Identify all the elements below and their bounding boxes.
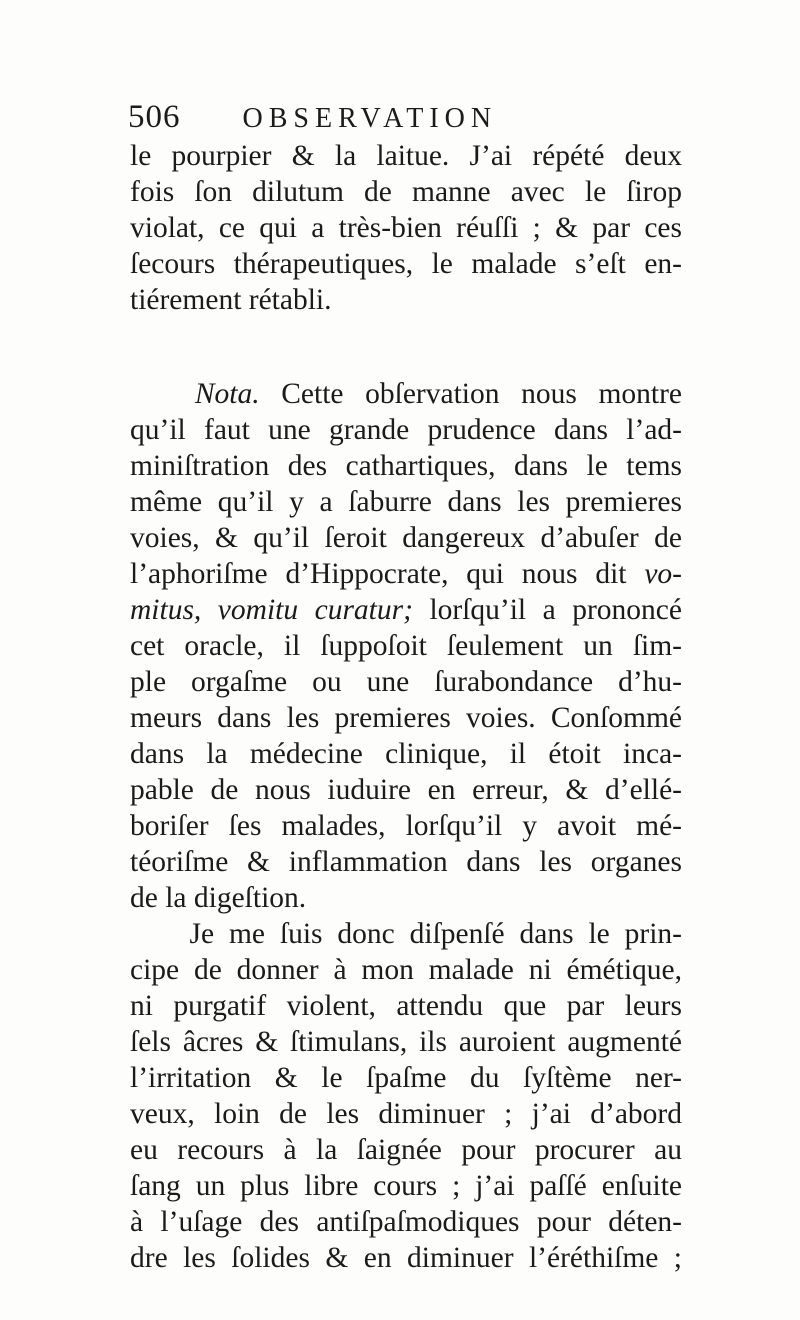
latin-quote: vo- [644, 558, 682, 590]
running-head: OBSERVATION [242, 103, 498, 134]
text-line: le pourpier & la laitue. J’ai répété deux [130, 140, 682, 172]
text-line: à l’uſage des antiſpaſmodiques pour déten- [130, 1206, 682, 1238]
text-line: dre les ſolides & en diminuer l’éréthiſme ; [130, 1242, 682, 1274]
text-line: voies, & qu’il ſeroit dangereux d’abuſer de [130, 522, 682, 554]
text-line: boriſer ſes malades, lorſqu’il y avoit mé- [130, 810, 682, 842]
text-line: ſecours thérapeutiques, le malade s’eſt en- [130, 248, 682, 280]
text-line: qu’il faut une grande prudence dans l’ad- [130, 414, 682, 446]
text-line [130, 592, 682, 628]
text-line: de la digeſtion. [130, 882, 307, 914]
text-line: violat, ce qui a très-bien réuſſi ; & par ces [130, 212, 682, 244]
text-line: Je me ſuis donc diſpenſé dans le prin- [130, 918, 682, 950]
text-line: fois ſon dilutum de manne avec le ſirop [130, 176, 682, 208]
text-line [130, 556, 682, 592]
paragraph-gap [130, 318, 682, 376]
text-line: dans la médecine clinique, il étoit inca- [130, 738, 682, 770]
text-line: ſels âcres & ſtimulans, ils auroient augmenté [130, 1026, 682, 1058]
page-number: 506 [128, 99, 181, 135]
text-line: tiérement rétabli. [130, 284, 332, 316]
text-span: lorſqu’il a prononcé [412, 594, 682, 626]
text-line: cet oracle, il ſuppoſoit ſeulement un ſim- [130, 630, 682, 662]
text-line: veux, loin de les diminuer ; j’ai d’abord [130, 1098, 682, 1130]
text-line: eu recours à la ſaignée pour procurer au [130, 1134, 682, 1166]
body-text [130, 138, 682, 1276]
text-line: pable de nous iuduire en erreur, & d’ellé- [130, 774, 682, 806]
text-line: ni purgatif violent, attendu que par leurs [130, 990, 682, 1022]
text-line: même qu’il y a ſaburre dans les premieres [130, 486, 682, 518]
text-line: ple orgaſme ou une ſurabondance d’hu- [130, 666, 682, 698]
text-line: cipe de donner à mon malade ni émétique, [130, 954, 682, 986]
nota-label: Nota. [194, 378, 260, 410]
page-header [128, 92, 688, 142]
text-line: ſang un plus libre cours ; j’ai paſſé enſuite [130, 1170, 682, 1202]
text-line: l’irritation & le ſpaſme du ſyſtème ner- [130, 1062, 682, 1094]
text-line: téoriſme & inflammation dans les organes [130, 846, 682, 878]
text-span: l’aphoriſme d’Hippocrate, qui nous dit [130, 558, 645, 590]
text-line [130, 376, 682, 412]
latin-quote: mitus, vomitu curatur; [130, 594, 413, 626]
text-line: miniſtration des cathartiques, dans le tems [130, 450, 682, 482]
text-span: Cette obſervation nous montre [259, 378, 683, 410]
text-line: meurs dans les premieres voies. Conſommé [130, 702, 682, 734]
